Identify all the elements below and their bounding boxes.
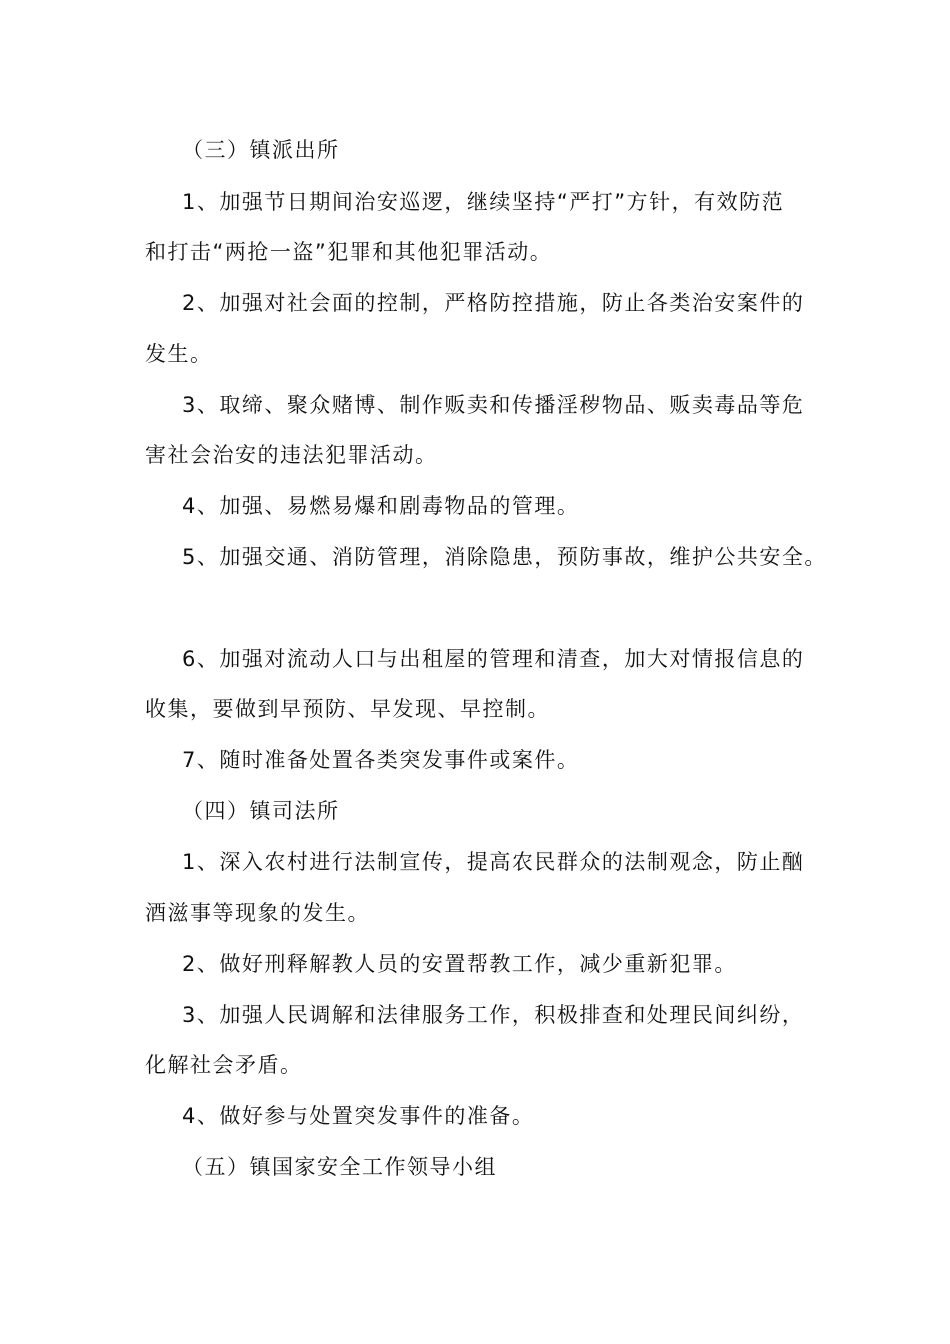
- section-heading-judicial-office: （四）镇司法所: [182, 799, 340, 823]
- paragraph-line: 和打击“两抢一盗”犯罪和其他犯罪活动。: [145, 240, 553, 264]
- section-heading-police-station: （三）镇派出所: [182, 138, 340, 162]
- paragraph-line: 发生。: [145, 342, 213, 366]
- paragraph-line: 2、加强对社会面的控制，严格防控措施，防止各类治安案件的: [182, 291, 805, 315]
- paragraph-line: 1、深入农村进行法制宣传，提高农民群众的法制观念，防止酗: [182, 850, 805, 874]
- paragraph-line: 2、做好刑释解教人员的安置帮教工作，减少重新犯罪。: [182, 952, 737, 976]
- section-heading-national-security-group: （五）镇国家安全工作领导小组: [182, 1155, 497, 1179]
- paragraph-line: 6、加强对流动人口与出租屋的管理和清查，加大对情报信息的: [182, 647, 805, 671]
- paragraph-line: 害社会治安的违法犯罪活动。: [145, 443, 438, 467]
- paragraph-line: 4、加强、易燃易爆和剧毒物品的管理。: [182, 494, 580, 518]
- paragraph-line: 7、随时准备处置各类突发事件或案件。: [182, 748, 580, 772]
- paragraph-line: 3、加强人民调解和法律服务工作，积极排查和处理民间纠纷，: [182, 1003, 805, 1027]
- paragraph-line: 酒滋事等现象的发生。: [145, 901, 370, 925]
- paragraph-line: 3、取缔、聚众赌博、制作贩卖和传播淫秽物品、贩卖毒品等危: [182, 393, 805, 417]
- paragraph-line: 收集，要做到早预防、早发现、早控制。: [145, 697, 550, 721]
- paragraph-line: 4、做好参与处置突发事件的准备。: [182, 1104, 535, 1128]
- paragraph-line: 1、加强节日期间治安巡逻，继续坚持“严打”方针，有效防范: [182, 190, 785, 214]
- paragraph-line: 5、加强交通、消防管理，消除隐患，预防事故，维护公共安全。: [182, 545, 827, 569]
- paragraph-line: 化解社会矛盾。: [145, 1053, 303, 1077]
